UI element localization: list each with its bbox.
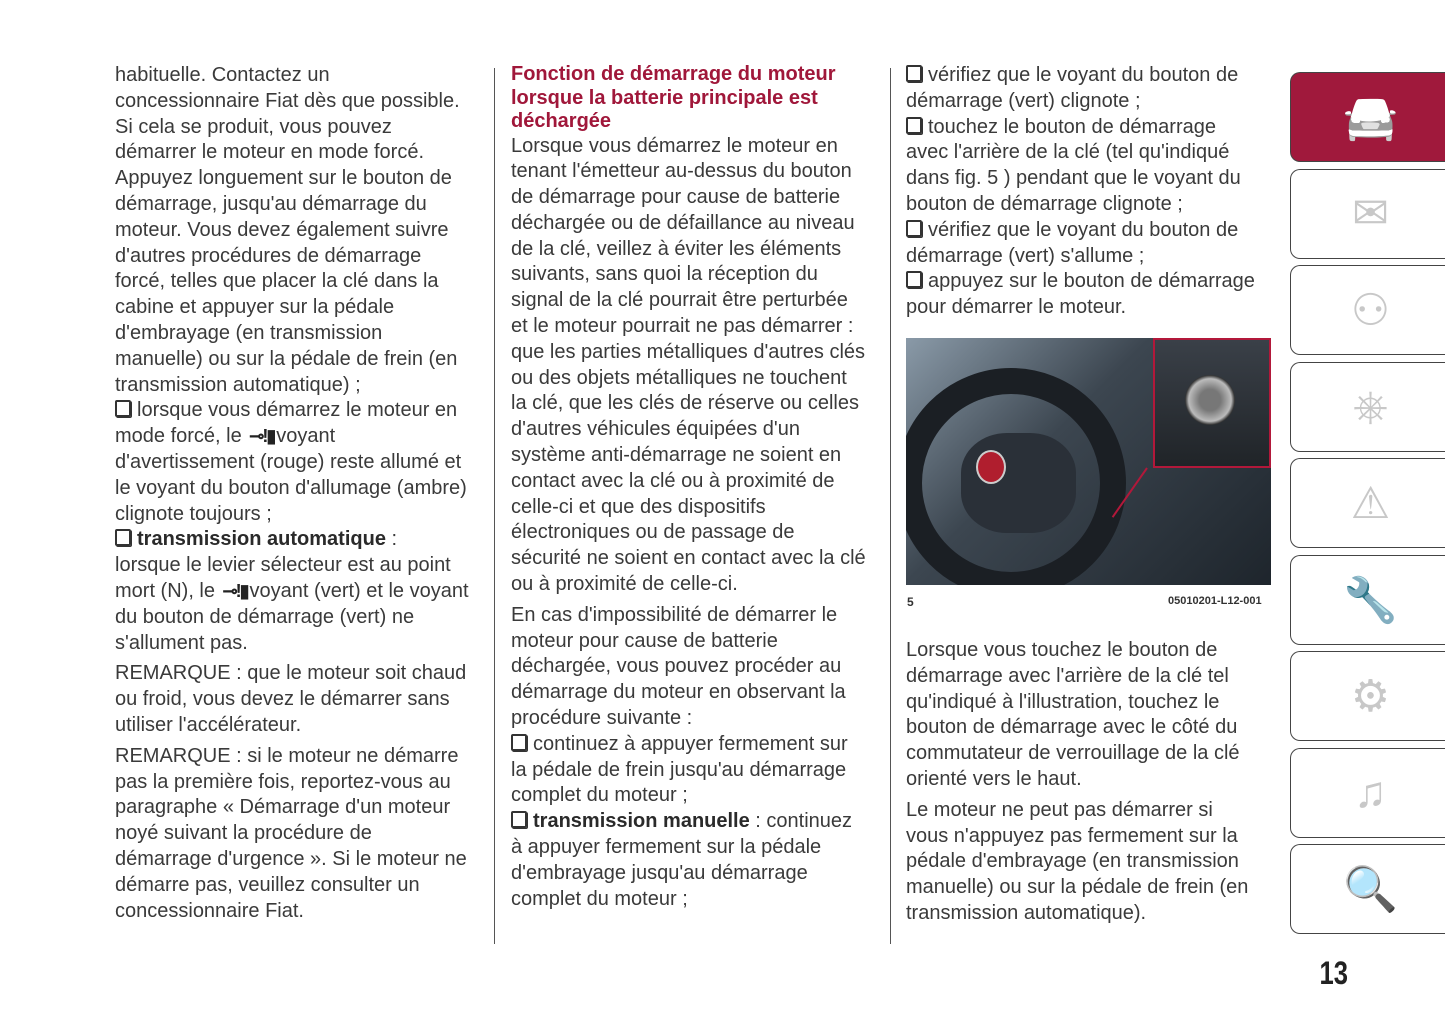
text-segment: complet du moteur ;: [511, 887, 688, 910]
figure-code: 05010201-L12-001: [1168, 595, 1262, 607]
text-segment: Si cela se produit, vous pouvez: [115, 115, 392, 138]
text-segment: qu'indiqué à l'illustration, touchez le: [906, 690, 1220, 713]
sidebar-tab-key-steering-wheel[interactable]: [1290, 362, 1445, 452]
text-segment: sécurité ne soient en contact avec la clé: [511, 547, 866, 570]
text-line: [511, 417, 891, 443]
sidebar-tab-multimedia[interactable]: [1290, 748, 1445, 838]
text-line: [115, 192, 495, 218]
text-segment: suivants, sans quoi la réception du: [511, 263, 818, 286]
text-line: [115, 821, 495, 847]
text-segment: déchargée: [511, 110, 612, 132]
text-line: [511, 340, 891, 366]
text-line: [906, 798, 1286, 824]
text-segment: concessionnaire Fiat.: [115, 899, 304, 922]
text-line: [511, 861, 891, 887]
text-line: [906, 192, 1286, 218]
page-number: 13: [1319, 955, 1349, 991]
bullet-item: [906, 218, 1286, 270]
warning-light-message-icon: ✉: [1352, 189, 1389, 238]
paragraph: [511, 603, 891, 732]
text-line: [511, 159, 891, 185]
bullet-item: [511, 809, 891, 912]
text-line: [511, 654, 891, 680]
text-line: [115, 321, 495, 347]
text-line: [511, 63, 891, 87]
text-segment: clignote toujours ;: [115, 502, 272, 525]
bullet-item: [115, 527, 495, 656]
text-line: [511, 783, 891, 809]
text-segment: déchargée, vous pouvez procéder au: [511, 655, 842, 678]
text-segment: s'allument pas.: [115, 631, 248, 654]
text-line: [115, 140, 495, 166]
text-line: [115, 744, 495, 770]
text-segment: tenant l'émetteur au-dessus du bouton: [511, 160, 852, 183]
text-line: [115, 398, 495, 424]
text-line: [511, 680, 891, 706]
text-segment: électroniques ou de passage de: [511, 521, 795, 544]
checkbox-bullet-icon: [906, 117, 922, 134]
text-segment: paragraphe « Démarrage d'un moteur: [115, 796, 451, 819]
checkbox-bullet-icon: [906, 220, 922, 237]
text-line: [115, 631, 495, 657]
figure-number: 5: [907, 595, 914, 609]
text-line: [115, 873, 495, 899]
paragraph: [511, 134, 891, 598]
column-divider: [494, 68, 495, 944]
text-segment: vous n'appuyez pas fermement sur la: [906, 824, 1238, 847]
checkbox-bullet-icon: [115, 529, 131, 546]
text-line: [115, 661, 495, 687]
column-divider: [890, 68, 891, 944]
text-line: [906, 140, 1286, 166]
bullet-item: [906, 269, 1286, 321]
text-segment: Le moteur ne peut pas démarrer si: [906, 798, 1213, 821]
text-line: [511, 520, 891, 546]
text-line: [511, 546, 891, 572]
text-segment: pour démarrer le moteur.: [906, 296, 1127, 319]
text-line: [906, 166, 1286, 192]
text-line: [115, 295, 495, 321]
text-segment: contact avec la clé ou à proximité de: [511, 469, 835, 492]
text-segment: noyé suivant la procédure de: [115, 822, 372, 845]
text-segment: manuelle) ou sur la pédale de frein (en: [115, 347, 458, 370]
text-segment: habituelle. Contactez un: [115, 64, 330, 86]
text-segment: démarre pas, veuillez consulter un: [115, 873, 420, 896]
text-line: [511, 110, 891, 134]
car-emergency-icon: ⚠: [1350, 478, 1391, 528]
checkbox-bullet-icon: [511, 811, 527, 828]
text-line: [115, 605, 495, 631]
text-segment: et le moteur pourrait ne pas démarrer :: [511, 315, 854, 338]
text-segment: pédale d'embrayage (en transmission: [906, 850, 1239, 873]
text-segment: utiliser l'accélérateur.: [115, 713, 302, 736]
text-segment: le voyant du bouton d'allumage (ambre): [115, 476, 467, 499]
text-line: [906, 244, 1286, 270]
text-column-3: [906, 63, 1286, 326]
text-line: [115, 579, 495, 605]
text-segment: lorsque le levier sélecteur est au point: [115, 554, 451, 577]
text-segment: ou des objets métalliques ne touchent: [511, 366, 847, 389]
text-segment: démarrage (vert) s'allume ;: [906, 244, 1145, 267]
text-line: [115, 424, 495, 450]
text-line: [511, 211, 891, 237]
text-line: [511, 758, 891, 784]
text-segment: appuyez sur le bouton de démarrage: [928, 270, 1255, 293]
text-line: [511, 87, 891, 111]
text-segment: d'autres procédures de démarrage: [115, 244, 422, 267]
text-segment: de la clé, veillez à éviter les éléments: [511, 237, 842, 260]
text-line: [511, 732, 891, 758]
text-segment: complet du moteur ;: [511, 784, 688, 807]
text-segment: la clé, que les clés de réserve ou celles: [511, 392, 859, 415]
bullet-item: [115, 398, 495, 527]
text-segment: du bouton de démarrage (vert) ne: [115, 605, 415, 628]
text-segment: cabine et appuyer sur la pédale: [115, 296, 395, 319]
text-segment: Lorsque vous touchez le bouton de: [906, 639, 1218, 661]
text-segment: voyant: [276, 425, 336, 448]
text-line: [906, 664, 1286, 690]
bullet-item: [906, 115, 1286, 218]
text-segment: manuelle) ou sur la pédale de frein (en: [906, 876, 1249, 899]
text-line: [511, 809, 891, 835]
text-line: [115, 553, 495, 579]
text-segment: déchargée ou de défaillance au niveau: [511, 211, 855, 234]
text-segment: démarrage d'urgence ». Si le moteur ne: [115, 847, 467, 870]
text-segment: orienté vers le haut.: [906, 767, 1082, 790]
text-line: [511, 134, 891, 160]
text-line: [906, 218, 1286, 244]
sidebar-tab-index[interactable]: [1290, 844, 1445, 934]
key-indicator-icon: ⊸!▮: [222, 580, 248, 601]
text-line: [511, 443, 891, 469]
text-line: [511, 391, 891, 417]
text-line: [115, 244, 495, 270]
text-segment: transmission automatique) ;: [115, 373, 361, 396]
sidebar-tab-warning-light-message[interactable]: [1290, 169, 1445, 259]
checkbox-bullet-icon: [906, 271, 922, 288]
text-line: [906, 741, 1286, 767]
text-line: [906, 849, 1286, 875]
text-line: [906, 690, 1286, 716]
checkbox-bullet-icon: [511, 734, 527, 751]
text-line: [906, 115, 1286, 141]
text-segment: système anti-démarrage ne soient en: [511, 444, 842, 467]
text-line: [906, 767, 1286, 793]
start-button: [1185, 375, 1235, 425]
text-segment: Lorsque vous démarrez le moteur en: [511, 134, 838, 157]
text-segment: ou froid, vous devez le démarrer sans: [115, 688, 450, 711]
text-segment: démarrage, jusqu'au démarrage du: [115, 192, 427, 215]
checkbox-bullet-icon: [115, 400, 131, 417]
text-segment: bouton de démarrage clignote ;: [906, 192, 1183, 215]
paragraph: [115, 744, 495, 925]
text-line: [115, 218, 495, 244]
text-line: [511, 835, 891, 861]
paragraph: [115, 661, 495, 738]
text-line: [115, 687, 495, 713]
text-segment: moteur pour cause de batterie: [511, 629, 778, 652]
text-segment: ou à proximité de celle-ci.: [511, 573, 738, 596]
text-segment: vérifiez que le voyant du bouton de: [928, 218, 1239, 241]
text-line: [511, 603, 891, 629]
text-column-2: [511, 63, 891, 917]
text-segment: lorsque vous démarrez le moteur en: [137, 399, 458, 422]
text-column-3-lower: [906, 638, 1286, 932]
text-segment: concessionnaire Fiat dès que possible.: [115, 89, 460, 112]
text-segment: transmission automatique).: [906, 901, 1147, 924]
car-maintenance-icon: 🔧: [1343, 575, 1398, 625]
text-segment: commutateur de verrouillage de la clé: [906, 742, 1240, 765]
text-line: [115, 373, 495, 399]
text-segment: lorsque la batterie principale est: [511, 86, 818, 109]
text-line: [115, 269, 495, 295]
technical-data-icon: ⚙: [1350, 671, 1391, 721]
text-segment: démarrer le moteur en mode forcé.: [115, 141, 425, 164]
car-info-icon: 🚘: [1343, 93, 1398, 142]
text-segment: moteur. Vous devez également suivre: [115, 218, 449, 241]
key-warning-icon: ⊸!▮: [249, 426, 275, 447]
text-line: [906, 295, 1286, 321]
text-line: [115, 450, 495, 476]
airbag-seatbelt-icon: ⚇: [1350, 285, 1391, 335]
text-line: [115, 476, 495, 502]
text-line: [115, 347, 495, 373]
text-segment: bouton de démarrage avec le côté du: [906, 716, 1238, 739]
paragraph: [906, 638, 1286, 793]
text-segment: Fonction de démarrage du moteur: [511, 63, 836, 85]
text-segment: voyant (vert) et le voyant: [249, 579, 469, 602]
text-line: [906, 824, 1286, 850]
text-segment: REMARQUE : si le moteur ne démarre: [115, 744, 459, 767]
text-segment: mode forcé, le: [115, 425, 248, 448]
text-segment: de démarrage pour cause de batterie: [511, 186, 841, 209]
text-line: [906, 638, 1286, 664]
text-segment: :: [385, 528, 398, 551]
text-line: [115, 899, 495, 925]
text-segment: démarrage (vert) clignote ;: [906, 89, 1141, 112]
text-line: [115, 63, 495, 89]
text-segment: : continuez: [749, 810, 853, 833]
text-line: [511, 366, 891, 392]
text-segment: Appuyez longuement sur le bouton de: [115, 167, 452, 190]
text-segment: dans fig. 5 ) pendant que le voyant du: [906, 167, 1241, 190]
sidebar-tab-airbag-seatbelt[interactable]: [1290, 265, 1445, 355]
text-segment: procédure suivante :: [511, 707, 693, 730]
text-line: [115, 115, 495, 141]
text-line: [906, 63, 1286, 89]
text-segment: d'avertissement (rouge) reste allumé et: [115, 450, 462, 473]
text-line: [115, 795, 495, 821]
text-line: [906, 901, 1286, 927]
figure-start-button-photo: [906, 338, 1271, 585]
text-line: [906, 269, 1286, 295]
text-segment: forcé, telles que placer la clé dans la: [115, 270, 439, 293]
text-line: [906, 89, 1286, 115]
text-line: [906, 875, 1286, 901]
text-line: [511, 887, 891, 913]
text-line: [511, 629, 891, 655]
bullet-item: [511, 732, 891, 809]
text-line: [115, 166, 495, 192]
sidebar-tab-car-info[interactable]: [1290, 72, 1445, 162]
sidebar-tab-car-maintenance[interactable]: [1290, 555, 1445, 645]
text-line: [511, 469, 891, 495]
text-segment: d'embrayage jusqu'au démarrage: [511, 861, 808, 884]
bullet-item: [906, 63, 1286, 115]
text-line: [115, 770, 495, 796]
checkbox-bullet-icon: [906, 65, 922, 82]
text-segment: celle-ci et que des dispositifs: [511, 495, 766, 518]
text-segment: touchez le bouton de démarrage: [928, 115, 1216, 138]
text-segment: d'embrayage (en transmission: [115, 321, 383, 344]
text-column-1: [115, 63, 495, 929]
start-button-inset: [1153, 338, 1271, 468]
text-segment: REMARQUE : que le moteur soit chaud: [115, 662, 467, 685]
text-segment: à appuyer fermement sur la pédale: [511, 836, 822, 859]
paragraph: [906, 798, 1286, 927]
sidebar-tab-technical-data[interactable]: [1290, 651, 1445, 741]
text-line: [511, 237, 891, 263]
text-line: [115, 502, 495, 528]
text-segment: la pédale de frein jusqu'au démarrage: [511, 758, 847, 781]
text-line: [906, 715, 1286, 741]
text-segment: vérifiez que le voyant du bouton de: [928, 64, 1239, 86]
text-segment: avec l'arrière de la clé (tel qu'indiqué: [906, 141, 1230, 164]
section-heading: [511, 63, 891, 134]
text-line: [115, 713, 495, 739]
text-line: [511, 288, 891, 314]
sidebar-tab-car-emergency[interactable]: [1290, 458, 1445, 548]
text-segment: mort (N), le: [115, 579, 221, 602]
bold-term: transmission manuelle: [533, 810, 750, 833]
text-segment: que les parties métalliques d'autres clés: [511, 340, 866, 363]
steering-hub: [961, 433, 1076, 533]
text-line: [511, 185, 891, 211]
text-line: [511, 706, 891, 732]
text-segment: d'autres véhicules équipées d'un: [511, 418, 800, 441]
text-segment: démarrage du moteur en observant la: [511, 681, 846, 704]
text-line: [115, 847, 495, 873]
text-segment: pas la première fois, reportez-vous au: [115, 770, 451, 793]
text-line: [511, 262, 891, 288]
text-line: [511, 572, 891, 598]
text-segment: continuez à appuyer fermement sur: [533, 732, 848, 755]
text-segment: signal de la clé pourrait être perturbée: [511, 289, 848, 312]
text-segment: démarrage avec l'arrière de la clé tel: [906, 664, 1229, 687]
multimedia-icon: ♫: [1354, 767, 1387, 817]
text-line: [115, 89, 495, 115]
paragraph: [115, 63, 495, 398]
text-segment: En cas d'impossibilité de démarrer le: [511, 603, 838, 626]
key-steering-wheel-icon: ⎈: [1352, 381, 1389, 431]
text-line: [115, 527, 495, 553]
bold-term: transmission automatique: [137, 528, 386, 551]
text-line: [511, 495, 891, 521]
fiat-logo: [976, 450, 1006, 484]
index-icon: 🔍: [1343, 865, 1398, 914]
text-line: [511, 314, 891, 340]
